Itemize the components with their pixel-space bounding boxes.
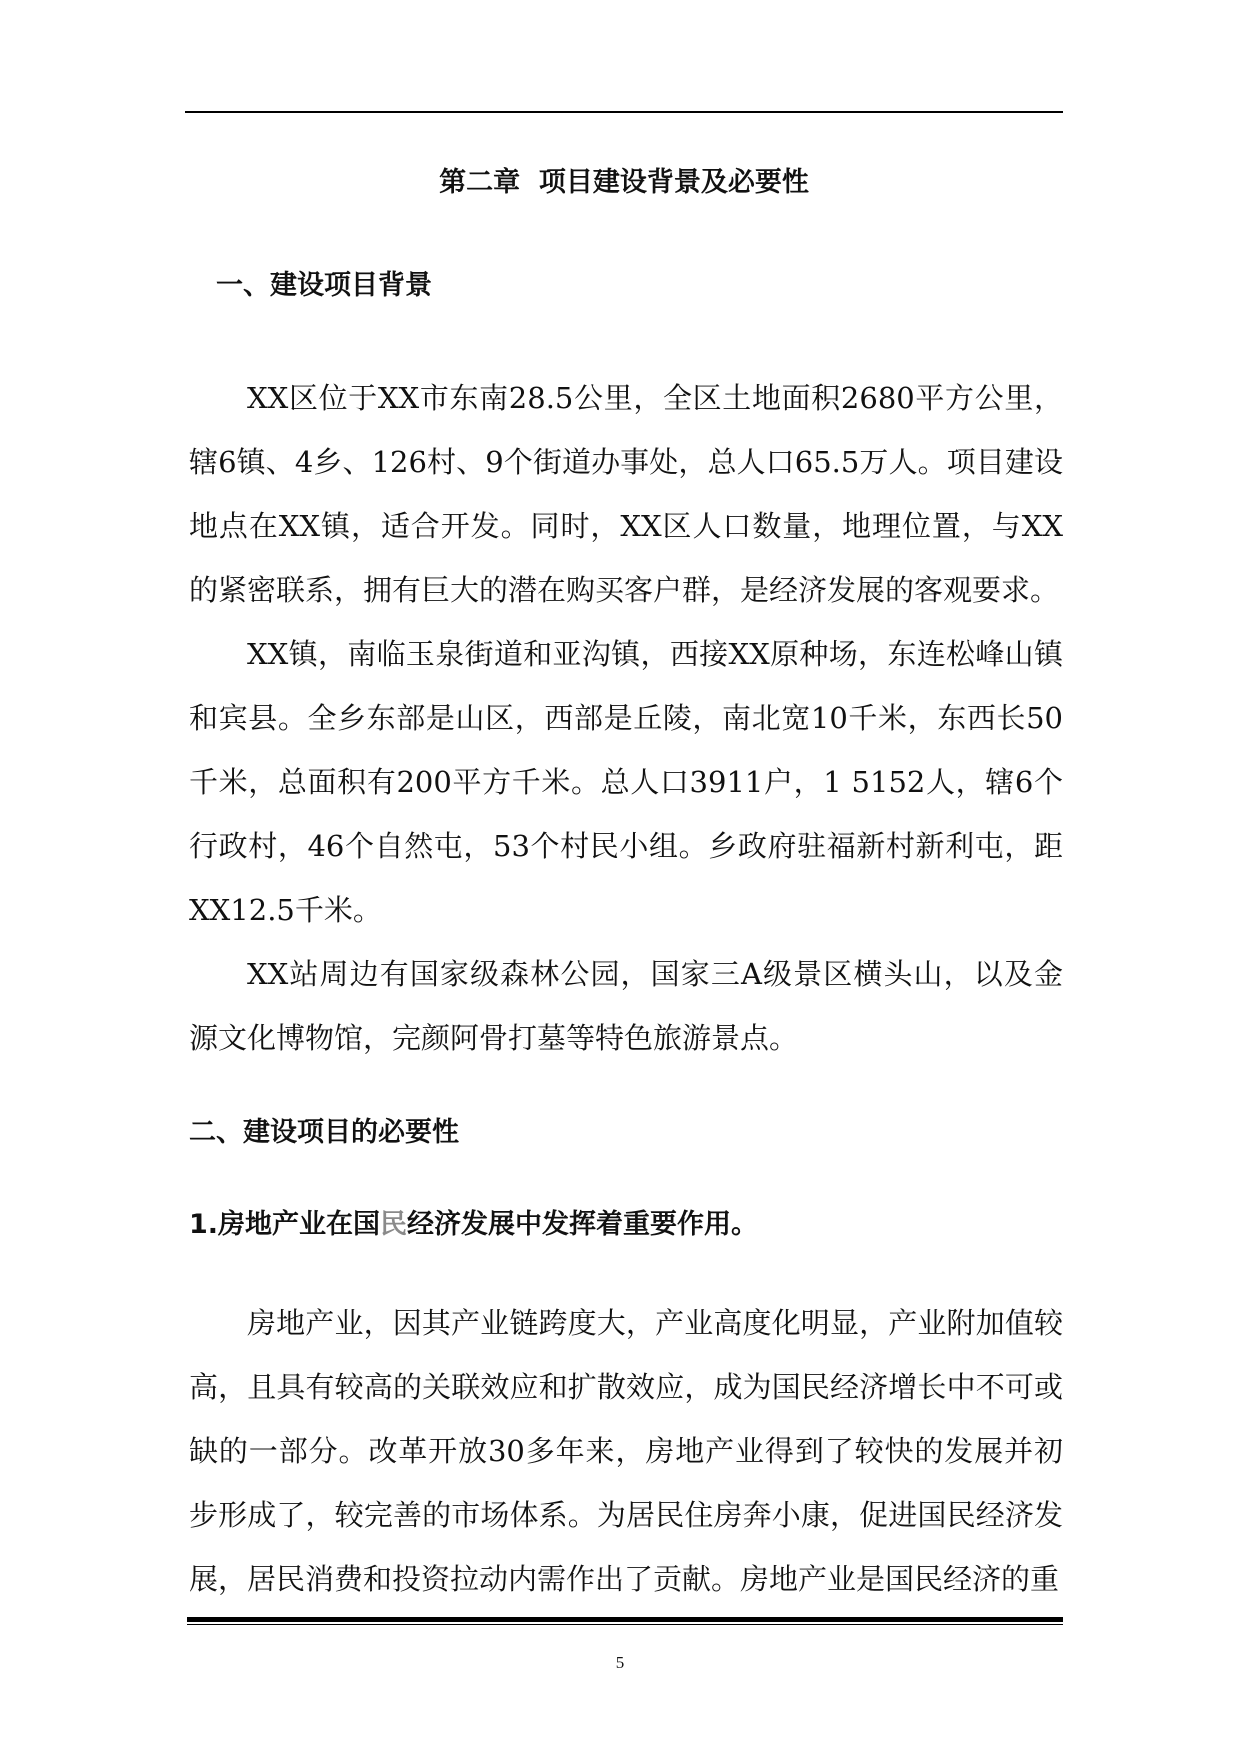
- subheading-real-estate-role: [189, 1205, 758, 1245]
- header-rule: [185, 111, 1063, 113]
- section-heading-necessity: 二、建设项目的必要性: [189, 1117, 459, 1148]
- footer-rule-thick: [187, 1617, 1063, 1622]
- chapter-title: 第二章 项目建设背景及必要性: [439, 167, 809, 198]
- paragraph-real-estate-industry: 房地产业，因其产业链跨度大，产业高度化明显，产业附加值较高，且具有较高的关联效应和扩散效应，成为国民经济增长中不可或缺的一部分。改革开放30多年来，房地产业得到了较快的发展并初步形成了，较完善的市场体系。为居民住房奔小康，促进国民经济发展，居民消费和投资拉动内需作出了贡献。房地产业是国民经济的重: [189, 1306, 1063, 1596]
- subheading-text-end: 经济发展中发挥着重要作用。: [407, 1209, 759, 1240]
- footer-rule-thin: [187, 1624, 1063, 1625]
- subheading-text-start: 1.房地产业在国: [189, 1209, 381, 1240]
- page-number: 5: [615, 1653, 625, 1672]
- paragraph-district-overview: XX区位于XX市东南28.5公里，全区土地面积2680平方公里，辖6镇、4乡、126村、9个街道办事处，总人口65.5万人。项目建设地点在XX镇，适合开发。同时，XX区人口数量，地理位置，与XX的紧密联系，拥有巨大的潜在购买客户群，是经济发展的客观要求。: [189, 381, 1063, 607]
- paragraph-town-overview: XX镇，南临玉泉街道和亚沟镇，西接XX原种场，东连松峰山镇和宾县。全乡东部是山区，西部是丘陵，南北宽10千米，东西长50千米，总面积有200平方千米。总人口3911户，1 5152人，辖6个行政村，46个自然屯，53个村民小组。乡政府驻福新村新利屯，距XX12.5千米。: [189, 637, 1064, 927]
- paragraph-tourist-sites: XX站周边有国家级森林公园，国家三A级景区横头山，以及金源文化博物馆，完颜阿骨打墓等特色旅游景点。: [189, 957, 1063, 1055]
- section-heading-background: 一、建设项目背景: [216, 270, 432, 301]
- subheading-highlighted-char: 民: [380, 1209, 408, 1240]
